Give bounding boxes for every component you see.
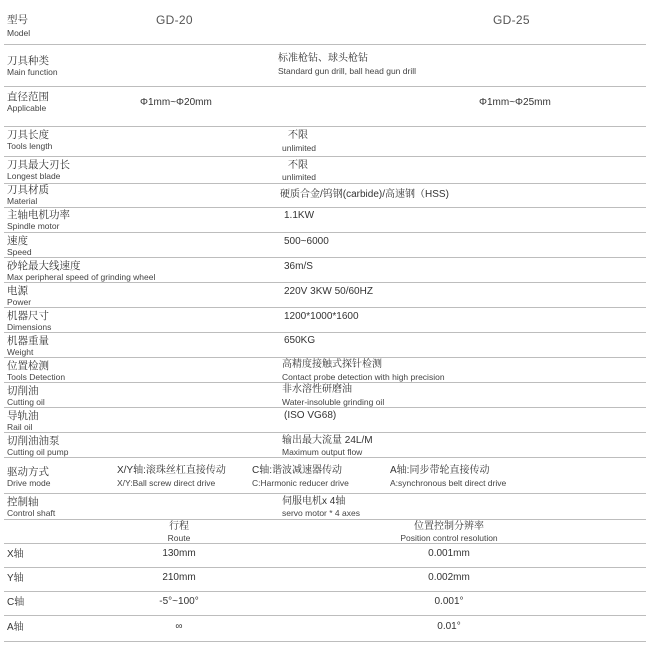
drive-a-en: A:synchronous belt direct drive	[390, 478, 507, 488]
model-gd20: GD-20	[156, 13, 193, 27]
value-cn: 不限	[288, 160, 308, 171]
label-en: Material	[7, 196, 38, 206]
axis-resolution: 0.01°	[437, 621, 461, 632]
value-en: unlimited	[282, 172, 317, 182]
row-main-function	[4, 44, 646, 87]
drive-c-en: C:Harmonic reducer drive	[252, 478, 349, 488]
label-en: Control shaft	[7, 508, 56, 518]
row-grinding-wheel	[4, 257, 646, 283]
label-en: Applicable	[7, 103, 47, 113]
label-en: Longest blade	[7, 171, 61, 181]
label-en: Tools Detection	[7, 372, 66, 382]
row-tools-detection	[4, 357, 646, 383]
axis-route: ∞	[175, 621, 183, 632]
value-en: unlimited	[282, 143, 317, 153]
drive-a-cn: A轴:同步带轮直接传动	[390, 465, 490, 476]
route-header-cn: 行程	[169, 521, 189, 532]
value-cn: 标准枪钻、球头枪钻	[278, 53, 368, 64]
label-cn: 速度	[7, 235, 28, 247]
label-en: Cutting oil	[7, 397, 45, 407]
value-en: Standard gun drill, ball head gun drill	[278, 66, 416, 76]
label-en: Max peripheral speed of grinding wheel	[7, 272, 156, 282]
label-cn: 刀具种类	[7, 55, 49, 67]
label-en: Drive mode	[7, 478, 51, 488]
label-en: Spindle motor	[7, 221, 60, 231]
axis-label: Y轴	[7, 573, 24, 584]
row-power	[4, 282, 646, 308]
axis-resolution: 0.002mm	[428, 572, 470, 583]
label-cn: 电源	[7, 285, 28, 297]
label-en: Cutting oil pump	[7, 447, 69, 457]
label-cn: 切削油	[7, 385, 39, 397]
axis-label: X轴	[7, 549, 24, 560]
res-header-en: Position control resolution	[400, 533, 498, 543]
table-row	[4, 543, 646, 568]
row-tools-length	[4, 126, 646, 157]
label-cn: 砂轮最大线速度	[7, 260, 81, 272]
label-cn: 切削油油泵	[7, 435, 60, 447]
value-cn: 输出最大流量 24L/M	[282, 435, 373, 446]
value: 36m/S	[284, 261, 313, 272]
value-cn: 非水溶性研磨油	[282, 384, 352, 395]
row-longest-blade	[4, 156, 646, 184]
label-en: Dimensions	[7, 322, 52, 332]
value: 500~6000	[284, 236, 329, 247]
drive-c-cn: C轴:谐波减速器传动	[252, 465, 342, 476]
row-model	[4, 8, 646, 45]
value-cn: 伺服电机x 4轴	[282, 496, 346, 507]
table-row	[4, 615, 646, 642]
label-cn: 导轨油	[7, 410, 39, 422]
value: 1200*1000*1600	[284, 311, 359, 322]
label-en: Weight	[7, 347, 34, 357]
applicable-gd25: Φ1mm~Φ25mm	[479, 97, 551, 108]
table-row	[4, 591, 646, 616]
label-cn: 型号	[7, 14, 28, 26]
row-dimensions	[4, 307, 646, 333]
axis-label: A轴	[7, 622, 24, 633]
value: (ISO VG68)	[284, 410, 337, 421]
row-weight	[4, 332, 646, 358]
value-en: Contact probe detection with high precision	[282, 372, 445, 382]
value: 1.1KW	[284, 210, 315, 221]
label-en: Rail oil	[7, 422, 33, 432]
drive-xy-en: X/Y:Ball screw direct drive	[117, 478, 216, 488]
value-cn: 高精度接触式探针检测	[282, 359, 382, 370]
axis-resolution: 0.001mm	[428, 548, 470, 559]
row-rail-oil	[4, 407, 646, 433]
label-cn: 刀具最大刃长	[7, 159, 70, 171]
value-en: Maximum output flow	[282, 447, 363, 457]
label-cn: 驱动方式	[7, 466, 49, 478]
axis-route: 130mm	[162, 548, 196, 559]
route-header-en: Route	[167, 533, 191, 543]
label-en: Power	[7, 297, 32, 307]
label-en: Tools length	[7, 141, 53, 151]
row-drive-mode	[4, 457, 646, 494]
label-cn: 控制轴	[7, 496, 39, 508]
row-cutting-oil	[4, 382, 646, 408]
label-cn: 刀具长度	[7, 129, 49, 141]
row-spindle-motor	[4, 207, 646, 233]
row-material	[4, 183, 646, 208]
axis-route: -5°~100°	[159, 596, 199, 607]
label-cn: 机器重量	[7, 335, 49, 347]
label-en: Speed	[7, 247, 32, 257]
value-cn: 不限	[288, 130, 308, 141]
applicable-gd20: Φ1mm~Φ20mm	[140, 97, 212, 108]
value: 650KG	[284, 335, 316, 346]
model-gd25: GD-25	[493, 13, 530, 27]
value-en: Water-insoluble grinding oil	[282, 397, 385, 407]
axis-route: 210mm	[162, 572, 196, 583]
label-cn: 直径范围	[7, 91, 49, 103]
label-cn: 主轴电机功率	[7, 209, 70, 221]
axis-resolution: 0.001°	[434, 596, 464, 607]
value: 硬质合金/钨钢(carbide)/高速钢（HSS)	[280, 189, 449, 200]
row-control-shaft	[4, 493, 646, 520]
row-applicable	[4, 86, 646, 127]
row-speed	[4, 232, 646, 258]
label-en: Model	[7, 28, 31, 38]
res-header-cn: 位置控制分辨率	[414, 521, 484, 532]
axes-table-header	[4, 519, 646, 544]
label-cn: 位置检测	[7, 360, 49, 372]
label-cn: 刀具材质	[7, 184, 49, 196]
axis-label: C轴	[7, 597, 25, 608]
table-row	[4, 567, 646, 592]
value-en: servo motor * 4 axes	[282, 508, 360, 518]
label-cn: 机器尺寸	[7, 310, 49, 322]
label-en: Main function	[7, 67, 58, 77]
row-oil-pump	[4, 432, 646, 458]
drive-xy-cn: X/Y轴:滚珠丝杠直接传动	[117, 465, 226, 476]
value: 220V 3KW 50/60HZ	[284, 286, 373, 297]
